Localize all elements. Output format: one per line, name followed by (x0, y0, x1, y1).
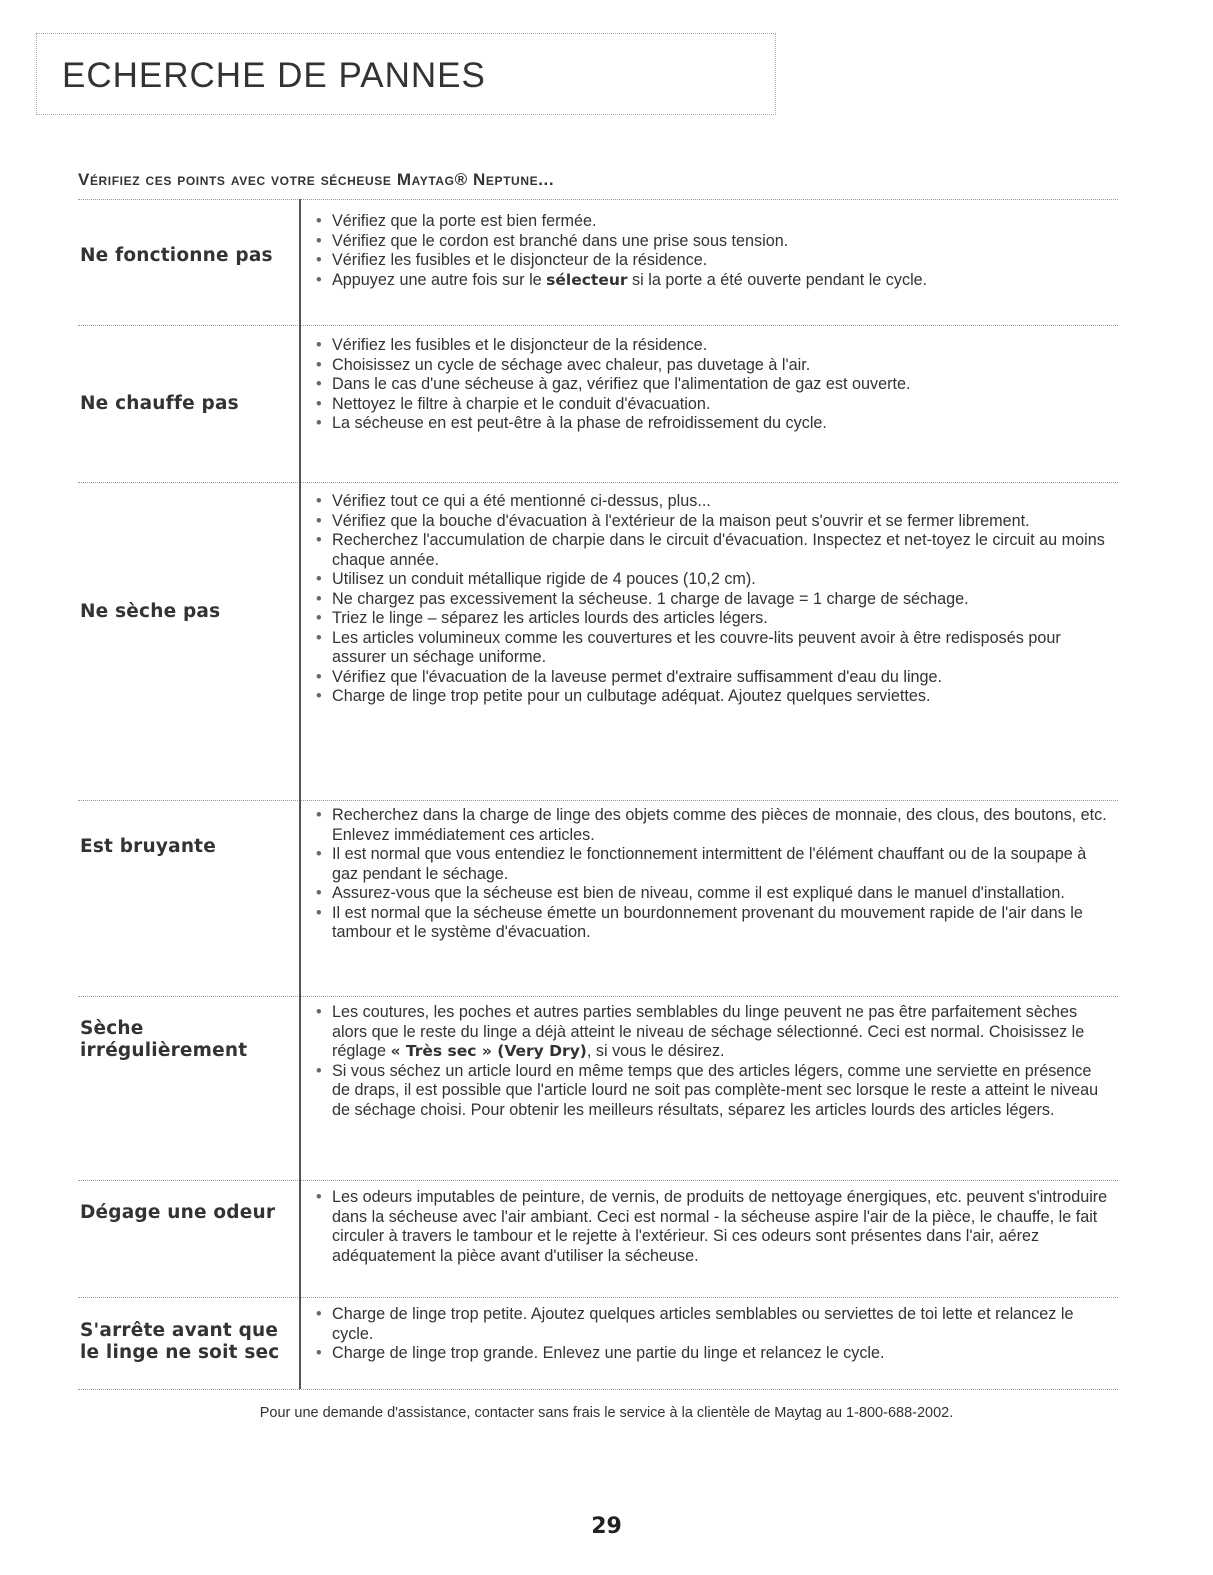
solution-item: • Appuyez une autre fois sur le sélecteur si la porte a été ouverte pendant le cycle. (310, 271, 1110, 291)
divider (78, 199, 1118, 200)
solution-item: • Il est normal que la sécheuse émette un bourdonnement provenant du mouvement rapide de l'air dans le tambour et le système d'évacuation. (310, 904, 1110, 943)
divider (78, 996, 1118, 997)
solution-list (310, 492, 1110, 707)
solution-item: • Assurez-vous que la sécheuse est bien de niveau, comme il est expliqué dans le manuel d'installation. (310, 884, 1110, 904)
divider (78, 800, 1118, 801)
page-number: 29 (591, 1514, 622, 1539)
problem-label: Ne chauffe pas (80, 393, 239, 414)
solution-list (310, 1003, 1110, 1120)
problem-label: S'arrête avant que le linge ne soit sec (80, 1320, 280, 1363)
solution-item: • Dans le cas d'une sécheuse à gaz, vérifiez que l'alimentation de gaz est ouverte. (310, 375, 1110, 395)
problem-label: Dégage une odeur (80, 1202, 276, 1223)
page-title: ECHERCHE DE PANNES (62, 56, 486, 95)
solution-list (310, 806, 1110, 943)
solution-item: • Vérifiez que l'évacuation de la laveuse permet d'extraire suffisamment d'eau du linge. (310, 668, 1110, 688)
solution-item: • Vérifiez que la porte est bien fermée. (310, 212, 1110, 232)
divider (78, 482, 1118, 483)
solution-item: • Recherchez l'accumulation de charpie dans le circuit d'évacuation. Inspectez et net-toyez le circuit au moins chaque année. (310, 531, 1110, 570)
solution-list (310, 1188, 1110, 1266)
solution-item: • Les coutures, les poches et autres parties semblables du linge peuvent ne pas être parfaitement sèches alors que le reste du linge a déjà atteint le niveau de séchage sélectionné. Ceci est normal. Choisissez le réglage « Très sec » (Very Dry), si vous le désirez. (310, 1003, 1110, 1062)
solution-item: • Triez le linge – séparez les articles lourds des articles légers. (310, 609, 1110, 629)
solution-item: • Vérifiez que la bouche d'évacuation à l'extérieur de la maison peut s'ouvrir et se fermer librement. (310, 512, 1110, 532)
assistance-footer: Pour une demande d'assistance, contacter sans frais le service à la clientèle de Maytag au 1-800-688-2002. (259, 1405, 954, 1421)
problem-label: Ne sèche pas (80, 601, 221, 622)
problem-label: Est bruyante (80, 836, 216, 857)
solution-item: • Vérifiez que le cordon est branché dans une prise sous tension. (310, 232, 1110, 252)
solution-item: • Charge de linge trop grande. Enlevez une partie du linge et relancez le cycle. (310, 1344, 1110, 1364)
divider (78, 325, 1118, 326)
solution-item: • La sécheuse en est peut-être à la phase de refroidissement du cycle. (310, 414, 1110, 434)
section-subtitle: Vérifiez ces points avec votre sécheuse Maytag® Neptune... (78, 170, 555, 189)
solution-item: • Vérifiez les fusibles et le disjoncteur de la résidence. (310, 251, 1110, 271)
solution-item: • Recherchez dans la charge de linge des objets comme des pièces de monnaie, des clous, des boutons, etc. Enlevez immédiatement ces articles. (310, 806, 1110, 845)
solution-item: • Les articles volumineux comme les couvertures et les couvre-lits peuvent avoir à être redisposés pour assurer un séchage uniforme. (310, 629, 1110, 668)
solution-item: • Charge de linge trop petite pour un culbutage adéquat. Ajoutez quelques serviettes. (310, 687, 1110, 707)
solution-item: • Si vous séchez un article lourd en même temps que des articles légers, comme une serviette en présence de draps, il est possible que l'article lourd ne soit pas complète-ment sec lorsque le reste a atteint le niveau de séchage choisi. Pour obtenir les meilleurs résultats, séparez les articles lourds des articles légers. (310, 1062, 1110, 1121)
solution-item: • Nettoyez le filtre à charpie et le conduit d'évacuation. (310, 395, 1110, 415)
solution-item: • Charge de linge trop petite. Ajoutez quelques articles semblables ou serviettes de toi lette et relancez le cycle. (310, 1305, 1110, 1344)
solution-item: • Vérifiez les fusibles et le disjoncteur de la résidence. (310, 336, 1110, 356)
divider (78, 1180, 1118, 1181)
solution-item: • Vérifiez tout ce qui a été mentionné ci-dessus, plus... (310, 492, 1110, 512)
divider (78, 1297, 1118, 1298)
problem-label: Sèche irrégulièrement (80, 1018, 248, 1061)
solution-list (310, 1305, 1110, 1364)
column-divider (299, 199, 301, 1389)
solution-item: • Ne chargez pas excessivement la sécheuse. 1 charge de lavage = 1 charge de séchage. (310, 590, 1110, 610)
solution-list (310, 212, 1110, 290)
solution-item: • Choisissez un cycle de séchage avec chaleur, pas duvetage à l'air. (310, 356, 1110, 376)
solution-list (310, 336, 1110, 434)
solution-item: • Les odeurs imputables de peinture, de vernis, de produits de nettoyage énergiques, etc. peuvent s'introduire dans la sécheuse avec l'air ambiant. Ceci est normal - la sécheuse aspire l'air de la pièce, le chauffe, le fait circuler à travers le tambour et le rejette à l'extérieur. Si ces odeurs sont présentes dans l'air, aérez adéquatement la pièce avant d'utiliser la sécheuse. (310, 1188, 1110, 1266)
solution-item: • Il est normal que vous entendiez le fonctionnement intermittent de l'élément chauffant ou de la soupape à gaz pendant le séchage. (310, 845, 1110, 884)
solution-item: • Utilisez un conduit métallique rigide de 4 pouces (10,2 cm). (310, 570, 1110, 590)
bold-term: sélecteur (546, 270, 628, 289)
problem-label: Ne fonctionne pas (80, 245, 273, 266)
bold-term: « Très sec » (Very Dry) (390, 1042, 587, 1060)
divider (78, 1389, 1118, 1390)
